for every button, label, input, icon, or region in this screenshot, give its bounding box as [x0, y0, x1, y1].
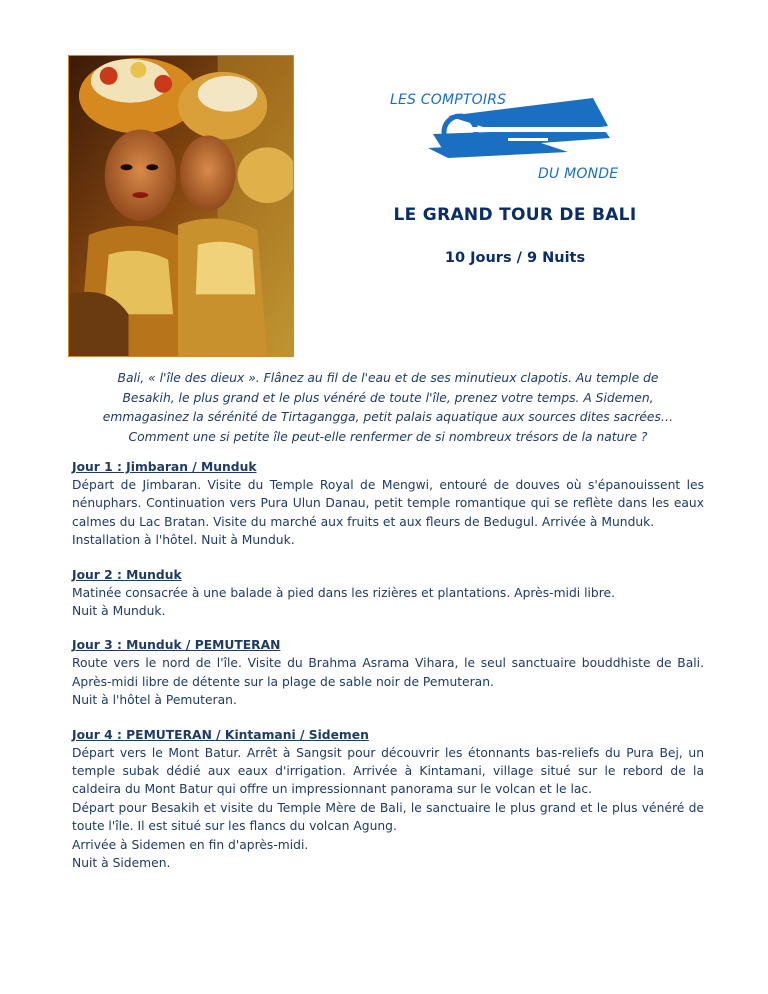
day-paragraph: Arrivée à Sidemen en fin d'après-midi.	[72, 837, 309, 852]
logo-line-1: LES COMPTOIRS	[390, 92, 507, 108]
intro-line: Bali, « l'île des dieux ». Flânez au fil de l'eau et de ses minutieux clapotis. Au temple de	[117, 371, 659, 385]
day-paragraph: Route vers le nord de l'île. Visite du Brahma Asrama Vihara, le seul sanctuaire bouddhiste de Bali. Après-midi libre de détente sur la plage de sable noir de Pemuteran.	[72, 656, 704, 689]
day-paragraph: Nuit à Sidemen.	[72, 856, 171, 871]
logo-line-2: DU MONDE	[538, 166, 619, 182]
intro-text	[68, 369, 708, 447]
day-paragraph: Nuit à Munduk.	[72, 604, 166, 619]
day-title: Jour 3 : Munduk / PEMUTERAN	[72, 638, 281, 653]
balinese-dancers-photo	[68, 55, 294, 357]
day-paragraph: Nuit à l'hôtel à Pemuteran.	[72, 693, 237, 708]
company-logo	[388, 88, 633, 188]
day-section	[72, 458, 704, 550]
day-title: Jour 1 : Jimbaran / Munduk	[72, 460, 257, 474]
intro-line: Besakih, le plus grand et le plus vénéré de toute l'île, prenez votre temps. A Sidemen,	[122, 390, 654, 405]
day-title: Jour 4 : PEMUTERAN / Kintamani / Sidemen	[72, 727, 369, 742]
day-section	[72, 636, 704, 709]
day-paragraph: Installation à l'hôtel. Nuit à Munduk.	[72, 533, 295, 548]
day-paragraph: Départ de Jimbaran. Visite du Temple Royal de Mengwi, entouré de douves où s'épanouissent les nénuphars. Continuation vers Pura Ulun Danau, petit temple romantique qui se reflète dans les eaux calmes du Lac Bratan. Visite du marché aux fruits et aux fleurs de Bedugul. Arrivée à Munduk.	[72, 478, 704, 529]
itinerary	[72, 458, 704, 889]
day-section	[72, 726, 704, 873]
day-title: Jour 2 : Munduk	[72, 567, 182, 582]
page-title: LE GRAND TOUR DE BALI	[393, 205, 637, 225]
day-paragraph: Départ pour Besakih et visite du Temple Mère de Bali, le sanctuaire le plus grand et le plus vénéré de toute l'île. Il est situé sur les flancs du volcan Agung.	[72, 800, 704, 834]
intro-line: emmagasinez la sérénité de Tirtagangga, petit palais aquatique aux sources dites sacrées…	[102, 410, 674, 425]
day-paragraph: Matinée consacrée à une balade à pied dans les rizières et plantations. Après-midi libre.	[72, 585, 615, 600]
day-paragraph: Départ vers le Mont Batur. Arrêt à Sangsit pour découvrir les étonnants bas-reliefs du Pura Bej, un temple subak dédié aux eaux d'irrigation. Arrivée à Kintamani, village situé sur le rebord de la caldeira du Mont Batur qui offre un impressionnant panorama sur le volcan et le lac.	[72, 745, 704, 797]
intro-line: Comment une si petite île peut-elle renfermer de si nombreux trésors de la nature ?	[128, 429, 648, 444]
day-section	[72, 566, 704, 621]
page-subtitle: 10 Jours / 9 Nuits	[444, 250, 586, 266]
